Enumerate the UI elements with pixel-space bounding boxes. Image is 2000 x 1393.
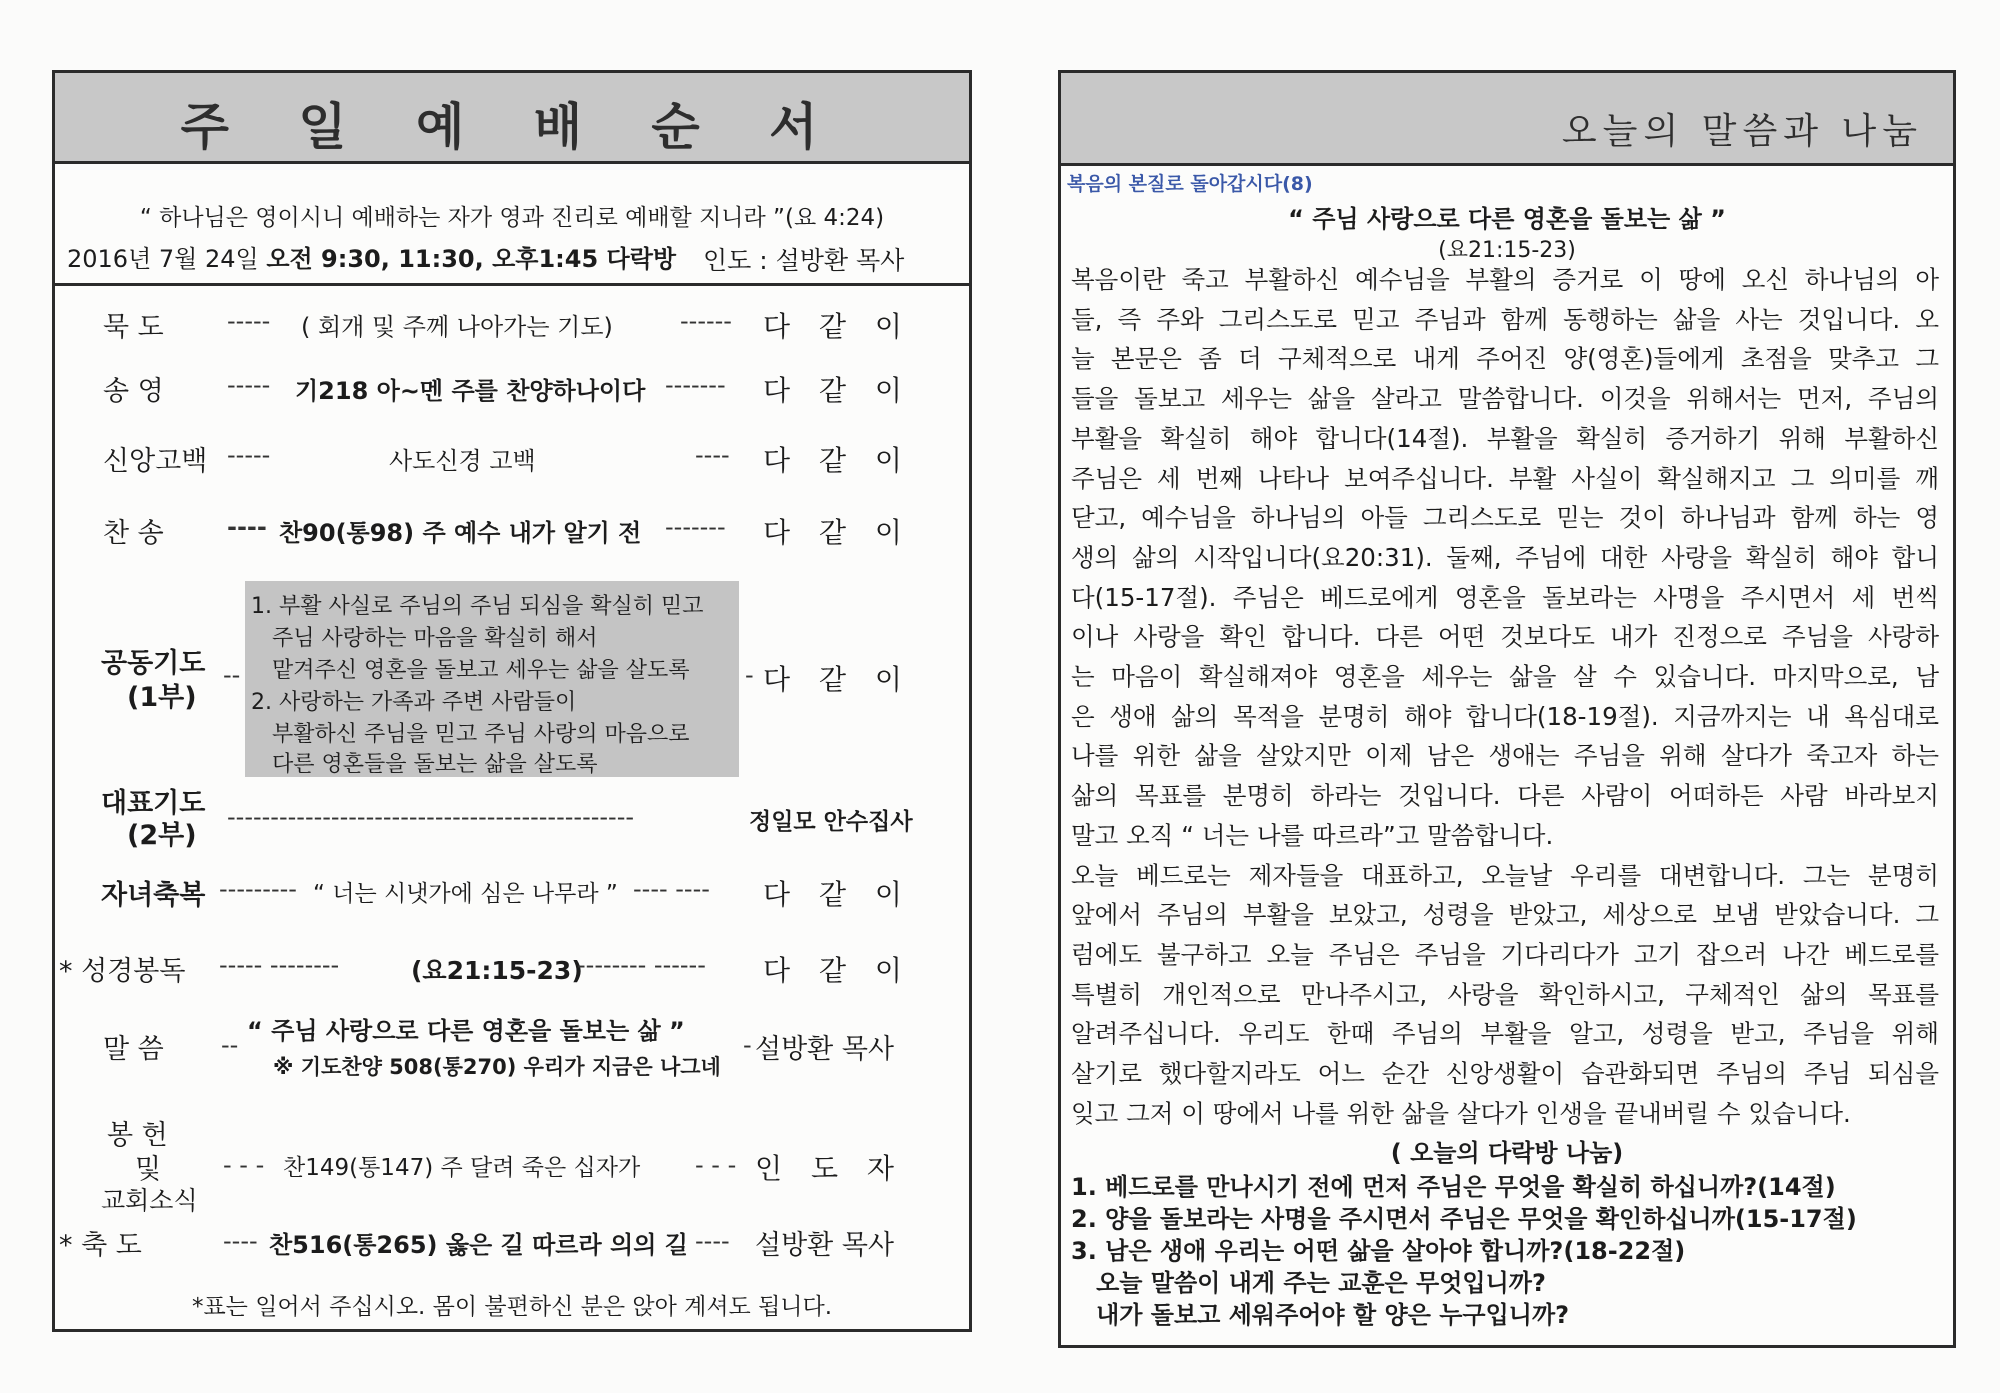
sermon-sharing-panel (1058, 70, 1956, 1348)
sermon-dash-right: - (743, 1031, 752, 1059)
sermon-dash-left: -- (221, 1031, 239, 1059)
benediction-label: * 축 도 (59, 1230, 142, 1261)
discussion-question: 2. 양을 돌보라는 사명을 주시면서 주님은 무엇을 확인하십니까(15-17절) (1071, 1205, 1857, 1233)
offering-label-and: 및 (135, 1154, 162, 1185)
prayer-line: 1. 부활 사실로 주님의 주님 되심을 확실히 믿고 (251, 594, 704, 619)
common-prayer-part: (1부) (127, 682, 197, 713)
blessing-who: 다 같 이 (763, 878, 912, 911)
sermon-reference: (요21:15-23) (1438, 238, 1576, 263)
confession-label: 신앙고백 (103, 446, 208, 477)
songyeong-dash-right: ------- (665, 371, 726, 399)
benediction-dash-left: ---- (223, 1227, 258, 1255)
blessing-dash-right: ---- ---- (633, 875, 710, 903)
mukdo-label: 묵 도 (103, 312, 164, 343)
sermon-body-line: 늘 본문은 좀 더 구체적으로 내게 주어진 양(영혼)들에게 초점을 맞추고 그 (1071, 344, 1939, 374)
sermon-prayer-hymn: ※ 기도찬양 508(통270) 우리가 지금은 나그네 (273, 1055, 721, 1079)
benediction-content: 찬516(통265) 옳은 길 따르라 의의 길 (269, 1231, 688, 1259)
worship-order-title: 주 일 예 배 순 서 (180, 98, 844, 156)
songyeong-label: 송 영 (103, 376, 164, 407)
reading-label: * 성경봉독 (59, 956, 186, 987)
hymn-content: 찬90(통98) 주 예수 내가 알기 전 (279, 519, 642, 547)
common-prayer-dash-right: - (745, 661, 754, 689)
worship-order-header (55, 73, 969, 164)
blessing-dash-left: --------- (219, 875, 297, 903)
blessing-content: “ 너는 시냇가에 심은 나무라 ” (313, 881, 618, 907)
sermon-body-line: 들, 즉 주와 그리스도로 믿고 주님과 함께 동행하는 삶을 사는 것입니다. 오 (1071, 304, 1939, 334)
reading-dash-left: ----- -------- (219, 951, 340, 979)
sermon-body-line: 부활을 확실히 해야 합니다(14절). 부활을 확실히 증거하기 위해 부활하신 (1071, 423, 1939, 453)
sermon-body-line: 다(15-17절). 주님은 베드로에게 영혼을 돌보라는 사명을 주시면서 세 번씩 (1071, 582, 1939, 612)
sermon-body-line: 은 생애 삶의 목적을 분명히 해야 합니다(18-19절). 지금까지는 내 욕심대로 (1071, 701, 1939, 731)
sermon-label: 말 씀 (103, 1034, 164, 1065)
prayer-line: 주님 사랑하는 마음을 확실히 해서 (251, 626, 598, 651)
blessing-label: 자녀축복 (101, 880, 206, 911)
hymn-dash-left: ---- (227, 513, 267, 541)
discussion-question: 내가 돌보고 세워주어야 할 양은 누구입니까? (1071, 1301, 1570, 1329)
discussion-question: 1. 베드로를 만나시기 전에 먼저 주님은 무엇을 확실히 하십니까?(14절) (1071, 1173, 1836, 1201)
offering-dash-right: - - - (695, 1151, 737, 1179)
rep-prayer-who: 정일모 안수집사 (749, 809, 913, 835)
reading-dash-right: -------- ------ (577, 951, 706, 979)
sermon-body-line: 살기로 했다할지라도 어느 순간 신앙생활이 습관화되면 주님의 주님 되심을 (1071, 1059, 1939, 1088)
sermon-who: 설방환 목사 (755, 1034, 894, 1065)
prayer-line: 다른 영혼들을 돌보는 삶을 살도록 (251, 752, 598, 777)
confession-content: 사도신경 고백 (389, 447, 536, 475)
hymn-dash-right: ------- (665, 513, 726, 541)
reading-content: (요21:15-23) (411, 956, 583, 985)
sermon-body-line: 이나 사랑을 확인 합니다. 다른 어떤 것보다도 내가 진정으로 주님을 사랑하 (1071, 622, 1939, 652)
sermon-body-line: 나를 위한 삶을 살았지만 이제 남은 생애는 주님을 위해 살다가 죽고자 하는 (1071, 741, 1939, 771)
sermon-sharing-title: 오늘의 말씀과 나눔 (1561, 111, 1923, 152)
service-leader: 인도 : 설방환 목사 (703, 246, 905, 275)
prayer-line: 2. 사랑하는 가족과 주변 사람들이 (251, 690, 577, 715)
church-news-label: 교회소식 (101, 1186, 198, 1215)
reading-who: 다 같 이 (763, 954, 912, 987)
sermon-sharing-header (1061, 73, 1953, 166)
rep-prayer-dash: ----------------------------------------------- (227, 803, 635, 831)
offering-content: 찬149(통147) 주 달려 죽은 십자가 (283, 1155, 641, 1181)
common-prayer-dash-left: -- (223, 661, 241, 689)
confession-dash-right: ---- (695, 441, 730, 469)
worship-order-panel (52, 70, 972, 1332)
sermon-body-line: 닫고, 예수님을 하나님의 아들 그리스도로 믿는 것이 하나님과 함께 하는 영 (1071, 503, 1939, 533)
sermon-body-line: 앞에서 주님의 부활을 보았고, 성령을 받았고, 세상으로 보냄 받았습니다. 그 (1071, 900, 1939, 930)
hymn-label: 찬 송 (103, 518, 164, 549)
rep-prayer-part: (2부) (127, 820, 197, 851)
mukdo-dash-left: ----- (227, 307, 271, 335)
offering-who: 인 도 자 (755, 1152, 904, 1185)
discussion-question: 오늘 말씀이 내게 주는 교훈은 무엇입니까? (1071, 1269, 1546, 1297)
sermon-body-line: 는 마음이 확실해져야 영혼을 세우는 삶을 살 수 있습니다. 마지막으로, 남 (1071, 662, 1939, 691)
common-prayer-label: 공동기도 (101, 648, 206, 679)
mukdo-content: ( 회개 및 주께 나아가는 기도) (301, 313, 613, 341)
sermon-title: “ 주님 사랑으로 다른 영혼을 돌보는 삶 ” (1288, 205, 1726, 233)
sermon-body-line: 럼에도 불구하고 오늘 주님은 주님을 기다리다가 고기 잡으러 나간 베드로를 (1071, 939, 1939, 969)
benediction-who: 설방환 목사 (755, 1230, 894, 1261)
service-times: 오전 9:30, 11:30, 오후1:45 다락방 (266, 245, 677, 273)
benediction-dash-right: ---- (695, 1227, 730, 1255)
sermon-body-line: 알려주십니다. 우리도 한때 주님의 부활을 알고, 성령을 받고, 주님을 위해 (1071, 1019, 1939, 1049)
service-date: 2016년 7월 24일 (67, 245, 267, 273)
offering-label: 봉 헌 (107, 1120, 168, 1151)
prayer-line: 부활하신 주님을 믿고 주님 사랑의 마음으로 (251, 722, 690, 747)
service-date-line (67, 239, 676, 274)
rep-prayer-label: 대표기도 (101, 788, 206, 819)
sermon-body-line: 말고 오직 “ 너는 나를 따르라”고 말씀합니다. (1071, 820, 1554, 850)
sermon-body-line: 삶의 목표를 분명히 하라는 것입니다. 다른 사람이 어떠하든 사람 바라보지 (1071, 781, 1939, 811)
sermon-body-line: 잊고 그저 이 땅에서 나를 위한 삶을 살다가 인생을 끝내버릴 수 있습니다. (1071, 1098, 1851, 1128)
confession-dash-left: ----- (227, 441, 271, 469)
sermon-body-line: 특별히 개인적으로 만나주시고, 사랑을 확인하시고, 구체적인 삶의 목표를 (1071, 979, 1939, 1009)
sermon-body-line: 주님은 세 번째 나타나 보여주십니다. 부활 사실이 확실해지고 그 의미를 깨 (1071, 463, 1939, 493)
songyeong-dash-left: ----- (227, 371, 271, 399)
offering-dash-left: - - - (223, 1151, 265, 1179)
confession-who: 다 같 이 (763, 444, 912, 477)
sermon-body-line: 오늘 베드로는 제자들을 대표하고, 오늘날 우리를 대변합니다. 그는 분명히 (1071, 860, 1939, 890)
theme-verse: “ 하나님은 영이시니 예배하는 자가 영과 진리로 예배할 지니라 ”(요 4:24) (139, 205, 885, 231)
sermon-body-line: 들을 돌보고 세우는 삶을 살라고 말씀합니다. 이것을 위해서는 먼저, 주님의 (1071, 384, 1939, 414)
common-prayer-box (245, 581, 739, 777)
sermon-series: 복음의 본질로 돌아갑시다(8) (1067, 173, 1313, 195)
prayer-line: 맡겨주신 영혼을 돌보고 세우는 삶을 살도록 (251, 658, 690, 683)
sermon-body-line: 생의 삶의 시작입니다(요20:31). 둘째, 주님에 대한 사랑을 확실히 해야 합니 (1071, 542, 1939, 572)
sermon-body-line: 복음이란 죽고 부활하신 예수님을 부활의 증거로 이 땅에 오신 하나님의 아 (1071, 265, 1939, 294)
common-prayer-who: 다 같 이 (763, 663, 912, 696)
hymn-who: 다 같 이 (763, 516, 912, 549)
questions-title: ( 오늘의 다락방 나눔) (1390, 1139, 1624, 1167)
mukdo-dash-right: ------ (680, 307, 732, 335)
sermon-content: “ 주님 사랑으로 다른 영혼을 돌보는 삶 ” (247, 1017, 685, 1045)
songyeong-content: 기218 아~멘 주를 찬양하나이다 (295, 377, 646, 405)
standing-footnote: *표는 일어서 주십시오. 몸이 불편하신 분은 앉아 계셔도 됩니다. (191, 1294, 833, 1320)
songyeong-who: 다 같 이 (763, 374, 912, 407)
mukdo-who: 다 같 이 (763, 310, 912, 343)
discussion-question: 3. 남은 생애 우리는 어떤 삶을 살아야 합니까?(18-22절) (1071, 1237, 1686, 1265)
